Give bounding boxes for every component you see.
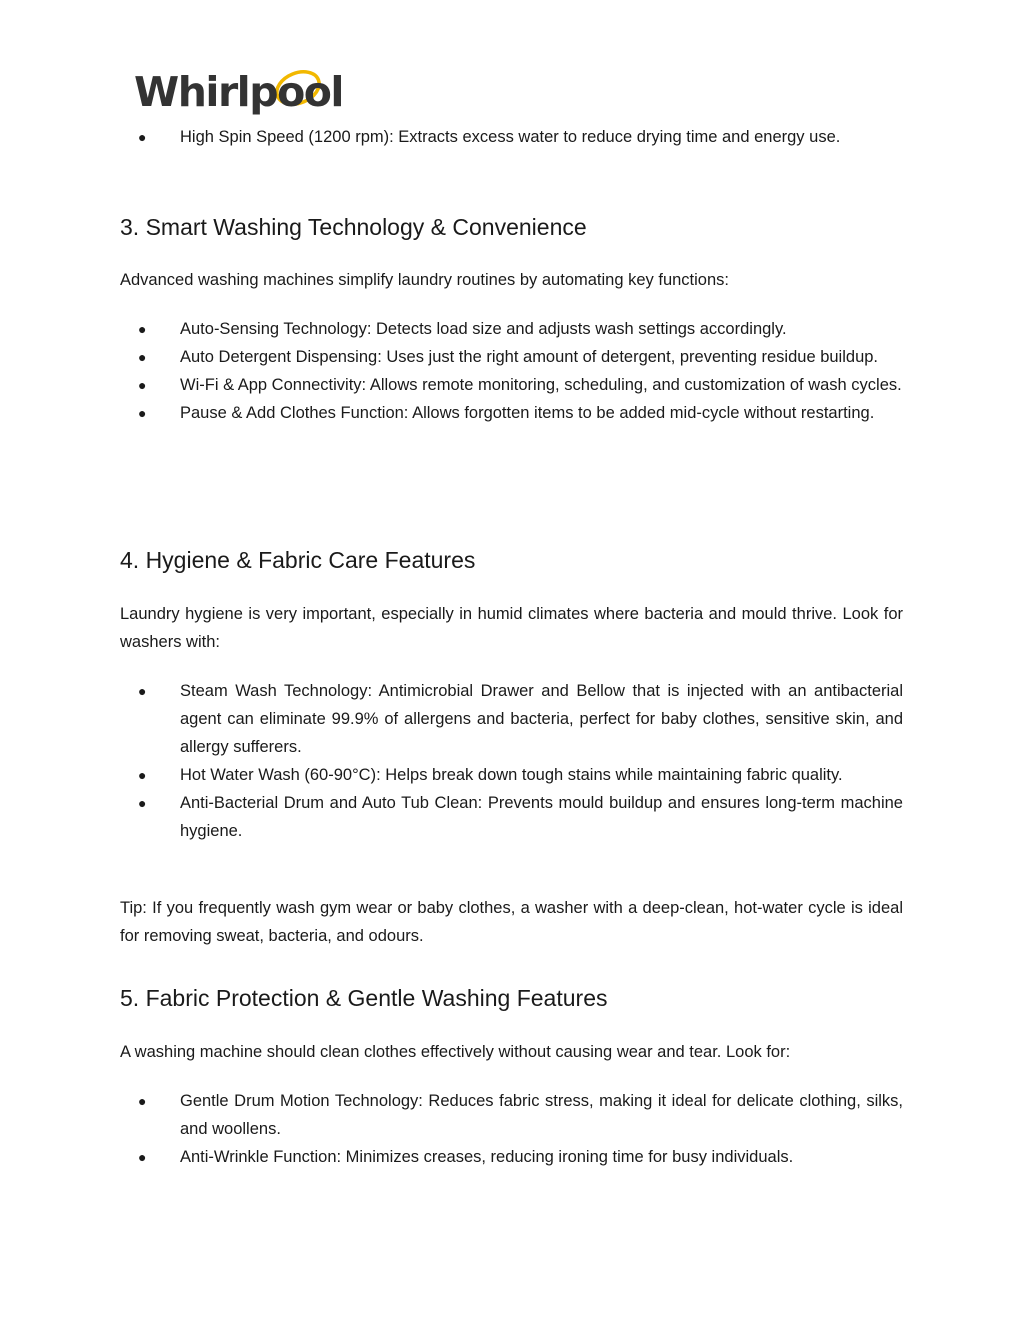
bullet-icon: ●: [138, 683, 147, 699]
section-4-intro: Laundry hygiene is very important, especially in humid climates where bacteria and mould thrive. Look for washers with:: [120, 605, 903, 651]
list-item: ● Wi-Fi & App Connectivity: Allows remote monitoring, scheduling, and customization of wash cycles.: [120, 371, 903, 399]
section-4-tip: Tip: If you frequently wash gym wear or baby clothes, a washer with a deep-clean, hot-water cycle is ideal for removing sweat, bacteria, and odours.: [120, 899, 903, 945]
intro-bullet-list: [120, 123, 903, 151]
list-item: ● Gentle Drum Motion Technology: Reduces fabric stress, making it ideal for delicate clothing, silks, and woollens.: [120, 1087, 903, 1143]
whirlpool-logo: [134, 62, 370, 118]
list-item: ● High Spin Speed (1200 rpm): Extracts excess water to reduce drying time and energy use.: [120, 123, 903, 151]
bullet-icon: ●: [138, 767, 147, 783]
bullet-icon: ●: [138, 1093, 147, 1109]
section-3-heading: 3. Smart Washing Technology & Convenience: [120, 214, 587, 240]
section-5-heading: 5. Fabric Protection & Gentle Washing Features: [120, 985, 608, 1011]
list-item: ● Hot Water Wash (60-90°C): Helps break down tough stains while maintaining fabric quality.: [120, 761, 903, 789]
bullet-icon: ●: [138, 1149, 147, 1165]
bullet-icon: ●: [138, 795, 147, 811]
bullet-icon: ●: [138, 349, 147, 365]
bullet-icon: ●: [138, 129, 147, 145]
section-4-heading: 4. Hygiene & Fabric Care Features: [120, 547, 476, 573]
bullet-icon: ●: [138, 377, 147, 393]
list-item: ● Pause & Add Clothes Function: Allows forgotten items to be added mid-cycle without restarting.: [120, 399, 903, 427]
list-item: ● Steam Wash Technology: Antimicrobial Drawer and Bellow that is injected with an antibacterial agent can eliminate 99.9% of allergens and bacteria, perfect for baby clothes, sensitive skin, and allergy sufferers.: [120, 677, 903, 761]
list-item: ● Auto Detergent Dispensing: Uses just the right amount of detergent, preventing residue buildup.: [120, 343, 903, 371]
logo-wordmark: Whirlpool: [134, 68, 343, 116]
list-item: ● Anti-Bacterial Drum and Auto Tub Clean: Prevents mould buildup and ensures long-term machine hygiene.: [120, 789, 903, 845]
list-item: ● Anti-Wrinkle Function: Minimizes creases, reducing ironing time for busy individuals.: [120, 1143, 903, 1171]
list-item: ● Auto-Sensing Technology: Detects load size and adjusts wash settings accordingly.: [120, 315, 903, 343]
section-3-bullet-list: [120, 315, 903, 427]
bullet-icon: ●: [138, 321, 147, 337]
section-5-bullet-list: [120, 1087, 903, 1171]
section-5-intro: A washing machine should clean clothes effectively without causing wear and tear. Look for:: [120, 1043, 791, 1061]
section-4-bullet-list: [120, 677, 903, 845]
bullet-icon: ●: [138, 405, 147, 421]
section-3-intro: Advanced washing machines simplify laundry routines by automating key functions:: [120, 271, 729, 289]
